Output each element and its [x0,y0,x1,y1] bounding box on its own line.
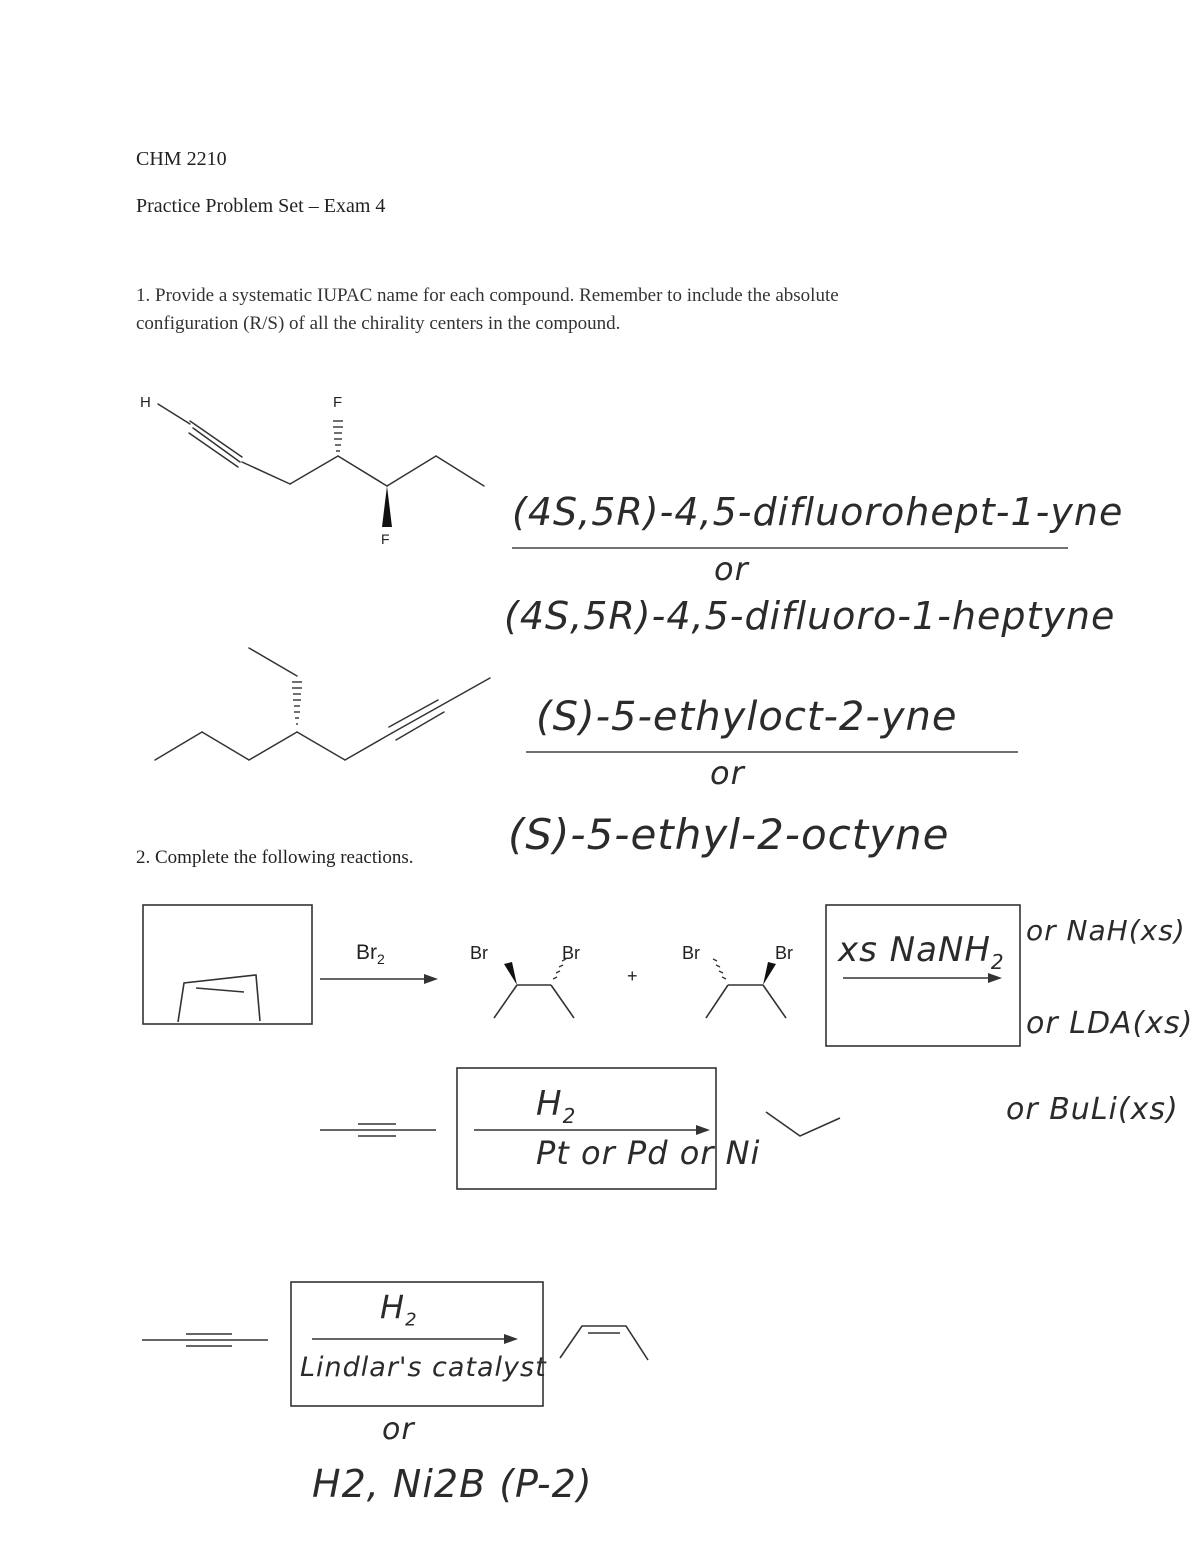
reaction-2-reagent-bottom: Pt or Pd or Ni [536,1134,761,1172]
reaction-1-alt-1: or NaH(xs) [1026,914,1186,947]
answer-2-line1: (S)-5-ethyloct-2-yne [536,694,958,740]
product-1-br-left: Br [470,943,488,963]
reaction-1-graphics [143,905,1020,1046]
set-title: Practice Problem Set – Exam 4 [136,195,386,217]
answer-2-line2: (S)-5-ethyl-2-octyne [508,810,950,859]
mol1-atom-f-bottom: F [381,531,390,547]
reaction-1-reagent-symbol: Br [356,941,377,964]
reaction-1-reagent-2 [838,930,1005,974]
question-1-prompt-line2: configuration (R/S) of all the chirality centers in the compound. [136,313,621,334]
answer-1-line2: (4S,5R)-4,5-difluoro-1-heptyne [504,594,1116,638]
molecule-1-wedge-bond [382,486,392,527]
reaction-3-alt: H2, Ni2B (P-2) [312,1462,593,1506]
reaction-3-or: or [382,1412,415,1447]
molecule-2-skeleton [155,648,490,760]
reaction-3-reagent-top-subscript: 2 [405,1309,418,1331]
molecule-1-hash-bond [333,421,343,451]
reaction-1-reagent [356,941,385,967]
course-code: CHM 2210 [136,148,227,170]
molecule-2-hash-bond [292,682,302,724]
reaction-3-reagent-top [380,1288,418,1330]
answer-1-or: or [714,550,749,588]
question-2-prompt: 2. Complete the following reactions. [136,847,414,868]
reaction-1-reagent-subscript: 2 [377,951,385,968]
reaction-2-reagent-top [536,1084,576,1128]
answer-2-or: or [710,754,745,792]
reaction-1-alt-3: or BuLi(xs) [1006,1092,1179,1127]
reaction-3-reagent-bottom: Lindlar's catalyst [300,1352,547,1383]
reaction-1-alt-2: or LDA(xs) [1026,1006,1194,1041]
reaction-3-reagent-top-text: H [380,1288,406,1326]
question-1-prompt-line1: 1. Provide a systematic IUPAC name for each compound. Remember to include the absolute [136,285,839,306]
mol1-atom-h: H [140,394,151,411]
product-2-br-right: Br [775,943,793,963]
reaction-2-reagent-top-text: H [536,1084,563,1124]
reaction-1-reagent-2-text: xs NaNH [838,930,991,970]
molecule-1-skeleton [158,404,484,486]
answer-1-line1: (4S,5R)-4,5-difluorohept-1-yne [512,490,1124,534]
reaction-1-reagent-2-subscript: 2 [990,949,1005,974]
product-1-br-right: Br [562,943,580,963]
reaction-1-start-box [143,905,312,1024]
plus-sign: + [627,966,638,986]
product-2-br-left: Br [682,943,700,963]
mol1-atom-f-top: F [333,394,343,411]
reaction-2-reagent-top-subscript: 2 [562,1103,577,1128]
